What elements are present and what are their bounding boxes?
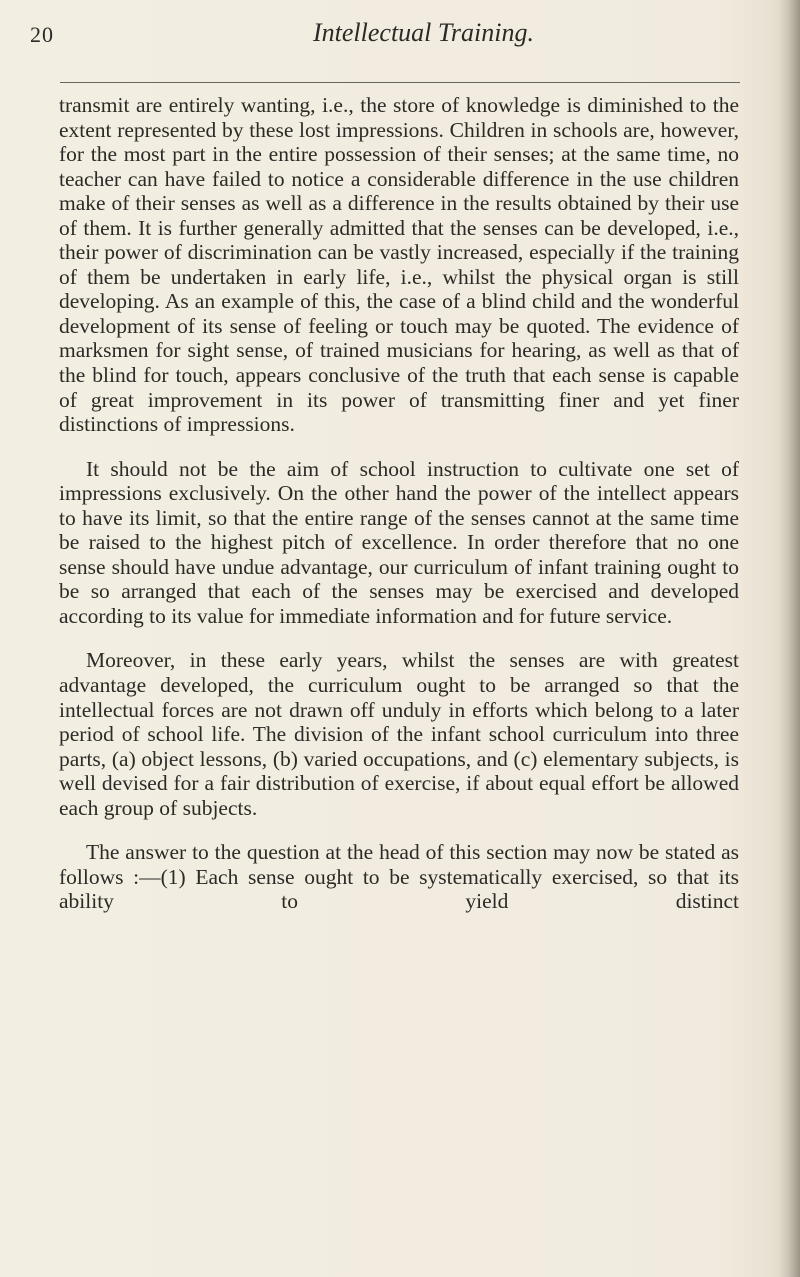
paragraph-2: It should not be the aim of school instruction to cultivate one set of impressions exclusively. On the other hand the power of the intellect appears to have its limit, so that the entire range of the senses cannot at the same time be raised to the highest pitch of excellence. In order therefore that no one sense should have undue advantage, our curriculum of infant training ought to be so arranged that each of the senses may be exercised and developed according to its value for immediate information and for future service. [59, 456, 739, 628]
running-title: Intellectual Training. [313, 18, 534, 47]
paragraph-3: Moreover, in these early years, whilst the senses are with greatest advantage developed, the curriculum ought to be arranged so that the intellectual forces are not drawn off unduly in efforts which belong to a later period of school life. The division of the infant school curriculum into three parts, (a) object lessons, (b) varied occupations, and (c) elementary subjects, is well devised for a fair distribution of exercise, if about equal effort be allowed each group of subjects. [59, 648, 739, 820]
header-rule [60, 82, 740, 83]
page-number: 20 [30, 22, 54, 47]
body-text [59, 93, 739, 914]
paragraph-1: transmit are entirely wanting, i.e., the store of knowledge is diminished to the extent represented by these lost impressions. Children in schools are, however, for the most part in the entire possession of their senses; at the same time, no teacher can have failed to notice a considerable difference in the use children make of their senses as well as a difference in the results obtained by their use of them. It is further generally admitted that the senses can be developed, i.e., their power of discrimination can be vastly increased, especially if the training of them be undertaken in early life, i.e., whilst the physical organ is still developing. As an example of this, the case of a blind child and the wonderful development of its sense of feeling or touch may be quoted. The evidence of marksmen for sight sense, of trained musicians for hearing, as well as that of the blind for touch, appears conclusive of the truth that each sense is capable of great improvement in its power of transmitting finer and yet finer distinctions of impressions. [59, 93, 739, 437]
page-edge-shadow [778, 0, 800, 1277]
paragraph-4: The answer to the question at the head of this section may now be stated as follows :—(1) Each sense ought to be systematically exercised, so that its ability to yield distinct [59, 840, 739, 914]
page-header [30, 18, 740, 58]
